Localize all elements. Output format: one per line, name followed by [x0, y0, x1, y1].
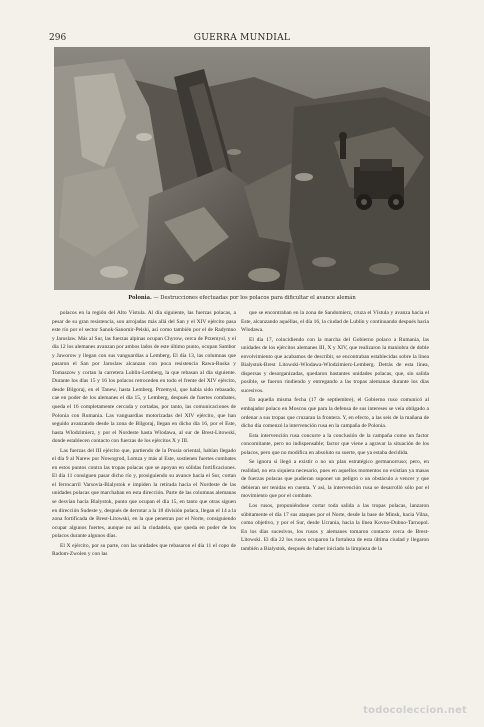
left-text-column	[52, 309, 236, 699]
running-header	[49, 33, 435, 45]
page-number: 296	[49, 33, 67, 43]
paragraph: Se ignora si llegó a existir o no un plan estratégico germanorruso; pero, en realidad, no era siquiera necesario, pues en aquellos momentos no existían ya masas de fuerzas polacas que pudieran suponer un peligro o un obstáculo a vencer y que debieran ser tenidas en cuenta. Y así, la intervención rusa se desarrolló sólo por el movimiento que por el combate.	[241, 459, 429, 500]
paragraph: El X ejército, por su parte, con las unidades que rebasaron el día 11 el copo de Radom-Zwolen y con las	[52, 542, 236, 558]
figure-caption	[54, 295, 430, 302]
paragraph: Los rusos, proponiéndose cortar toda salida a las tropas polacas, lanzaron súbitamente el día 17 sus ataques por el Norte, desde la base de Minsk, hacia Vilna, como objetivo, y por el Sur, desde Ucrania, hacia la línea Kovno-Dubno-Tarnopol. En los días sucesivos, los rusos y alemanes tomaron contacto cerca de Brest-Litowski. El día 22 los rusos ocuparon la fortaleza de esta última ciudad y llegaron también a Bialystok, después de haber iniciado la limpieza de la	[241, 503, 429, 552]
paragraph: En aquella misma fecha (17 de septiembre), el Gobierno ruso comunicó al embajador polaco en Moscou que para la defensa de sus intereses se veía obligado a ordenar a sus tropas que cruzaran la frontera. Y, en efecto, a las seis de la mañana de dicho día comenzó la intervención rusa en la campaña de Polonia.	[241, 397, 429, 430]
caption-text: — Destrucciones efectuadas por los polacos para dificultar el avance alemán	[151, 295, 356, 301]
paragraph: Esta intervención rusa concurre a la conclusión de la campaña como un factor concomitante, pero no indispensable; factor que viene a agravar la situación de los polacos, pero que no modifica en absoluto su suerte, que ya estaba decidida.	[241, 432, 429, 456]
photo-ruins-image	[54, 47, 430, 290]
paragraph: El día 17, coincidiendo con la marcha del Gobierno polaco a Rumania, las unidades de los ejércitos alemanes III, X y XIV, que realizaron la maniobra de doble envolvimiento que acabamos de describir, se encontraban establecidas sobre la línea Bialystok-Brest Litowski-Wlodawa-Wlodzimierz-Lemberg. Detrás de esta línea, dispersas y desorganizadas, quedaron bastantes unidades polacas, que, sin salida posible, se fueron rindiendo y entregando a las tropas alemanas durante los días sucesivos.	[241, 336, 429, 394]
caption-place: Polonia.	[128, 295, 152, 301]
war-photograph	[54, 47, 430, 290]
right-text-column	[241, 309, 429, 699]
paragraph: que se encontraban en la zona de Sandomierz, cruza el Vístula y avanza hacia el Este, alcanzando aquéllas, el día 16, la ciudad de Lublín y continuando después hacia Wlodawa.	[241, 310, 429, 334]
paragraph: Las fuerzas del III ejército que, partiendo de la Prusia oriental, habían llegado el día 9 al Narew por Nowogrod, Lomza y más al Este, sostienen fuertes combates en estos puntos contra las tropas polacas que se apoyan en sólidas fortificaciones. El día 11 consiguen pasar dicho río y, prosiguiendo su avance hacia el Sur, cortan el ferrocarril Varsovia-Bialystok e impiden la retirada hacia el Nordeste de las unidades polacas que marchaban en esta dirección. Parte de las columnas alemanas se desvían hacia Bialystok, punto que ocupan el día 15, en tanto que otras siguen en dirección Sudeste y, después de derrotar a la 18 división polaca, llegan el 14 a la zona fortificada de Brest-Litowski, en la que penetran por el Norte, consiguiendo ocupar algunos fuertes, aunque no así la ciudadela, que queda en poder de los polacos durante algunos días.	[52, 447, 236, 540]
paragraph: polacos en la región del Alto Vístula. Al día siguiente, las fuerzas polacas, a pesar de su gran resistencia, son arrojadas más allá del San y el XIV ejército pasa este río por el sector Sanok-Sanomir-Pelski, así como también por el de Radymno y Jaroslaw. Más al Sur, las fuerzas alpinas ocupan Chyrow, cerca de Przemysl, y el día 12 los alemanes avanzan por ambos lados de este último punto, ocupan Sambor y Jaworow y llegan con sus vanguardias a Lemberg. El día 13, las columnas que pasaron el San por Jaroslaw alcanzan con poca resistencia Rawa-Ruska y Tomaszow y cortan la carretera Lublin-Lemberg, la que rebasan al día siguiente. Durante los días 15 y 16 los polacos retroceden en todo el frente del XIV ejército, desde Bilgoraj, en el Tanew, hasta Lemberg. Przemysl, que había sido rebasado, cae en poder de los alemanes el día 15, y Lemberg, después de fuertes combates, queda el 16 completamente cercada y cortadas, por tanto, las comunicaciones de Polonia con Rumania. Las vanguardias motorizadas del XIV ejército, que han seguido avanzando desde la zona de Bilgoraj, llegan en dicho día 16, por el Este, hasta Wlodzimierz, y por el Nordeste hasta Wlodawa, al sur de Brest-Litowski, donde establecen contacto con fuerzas de los ejércitos X y III.	[52, 310, 236, 445]
running-title: GUERRA MUNDIAL	[193, 33, 291, 43]
site-watermark: todocoleccion.net	[363, 705, 467, 716]
